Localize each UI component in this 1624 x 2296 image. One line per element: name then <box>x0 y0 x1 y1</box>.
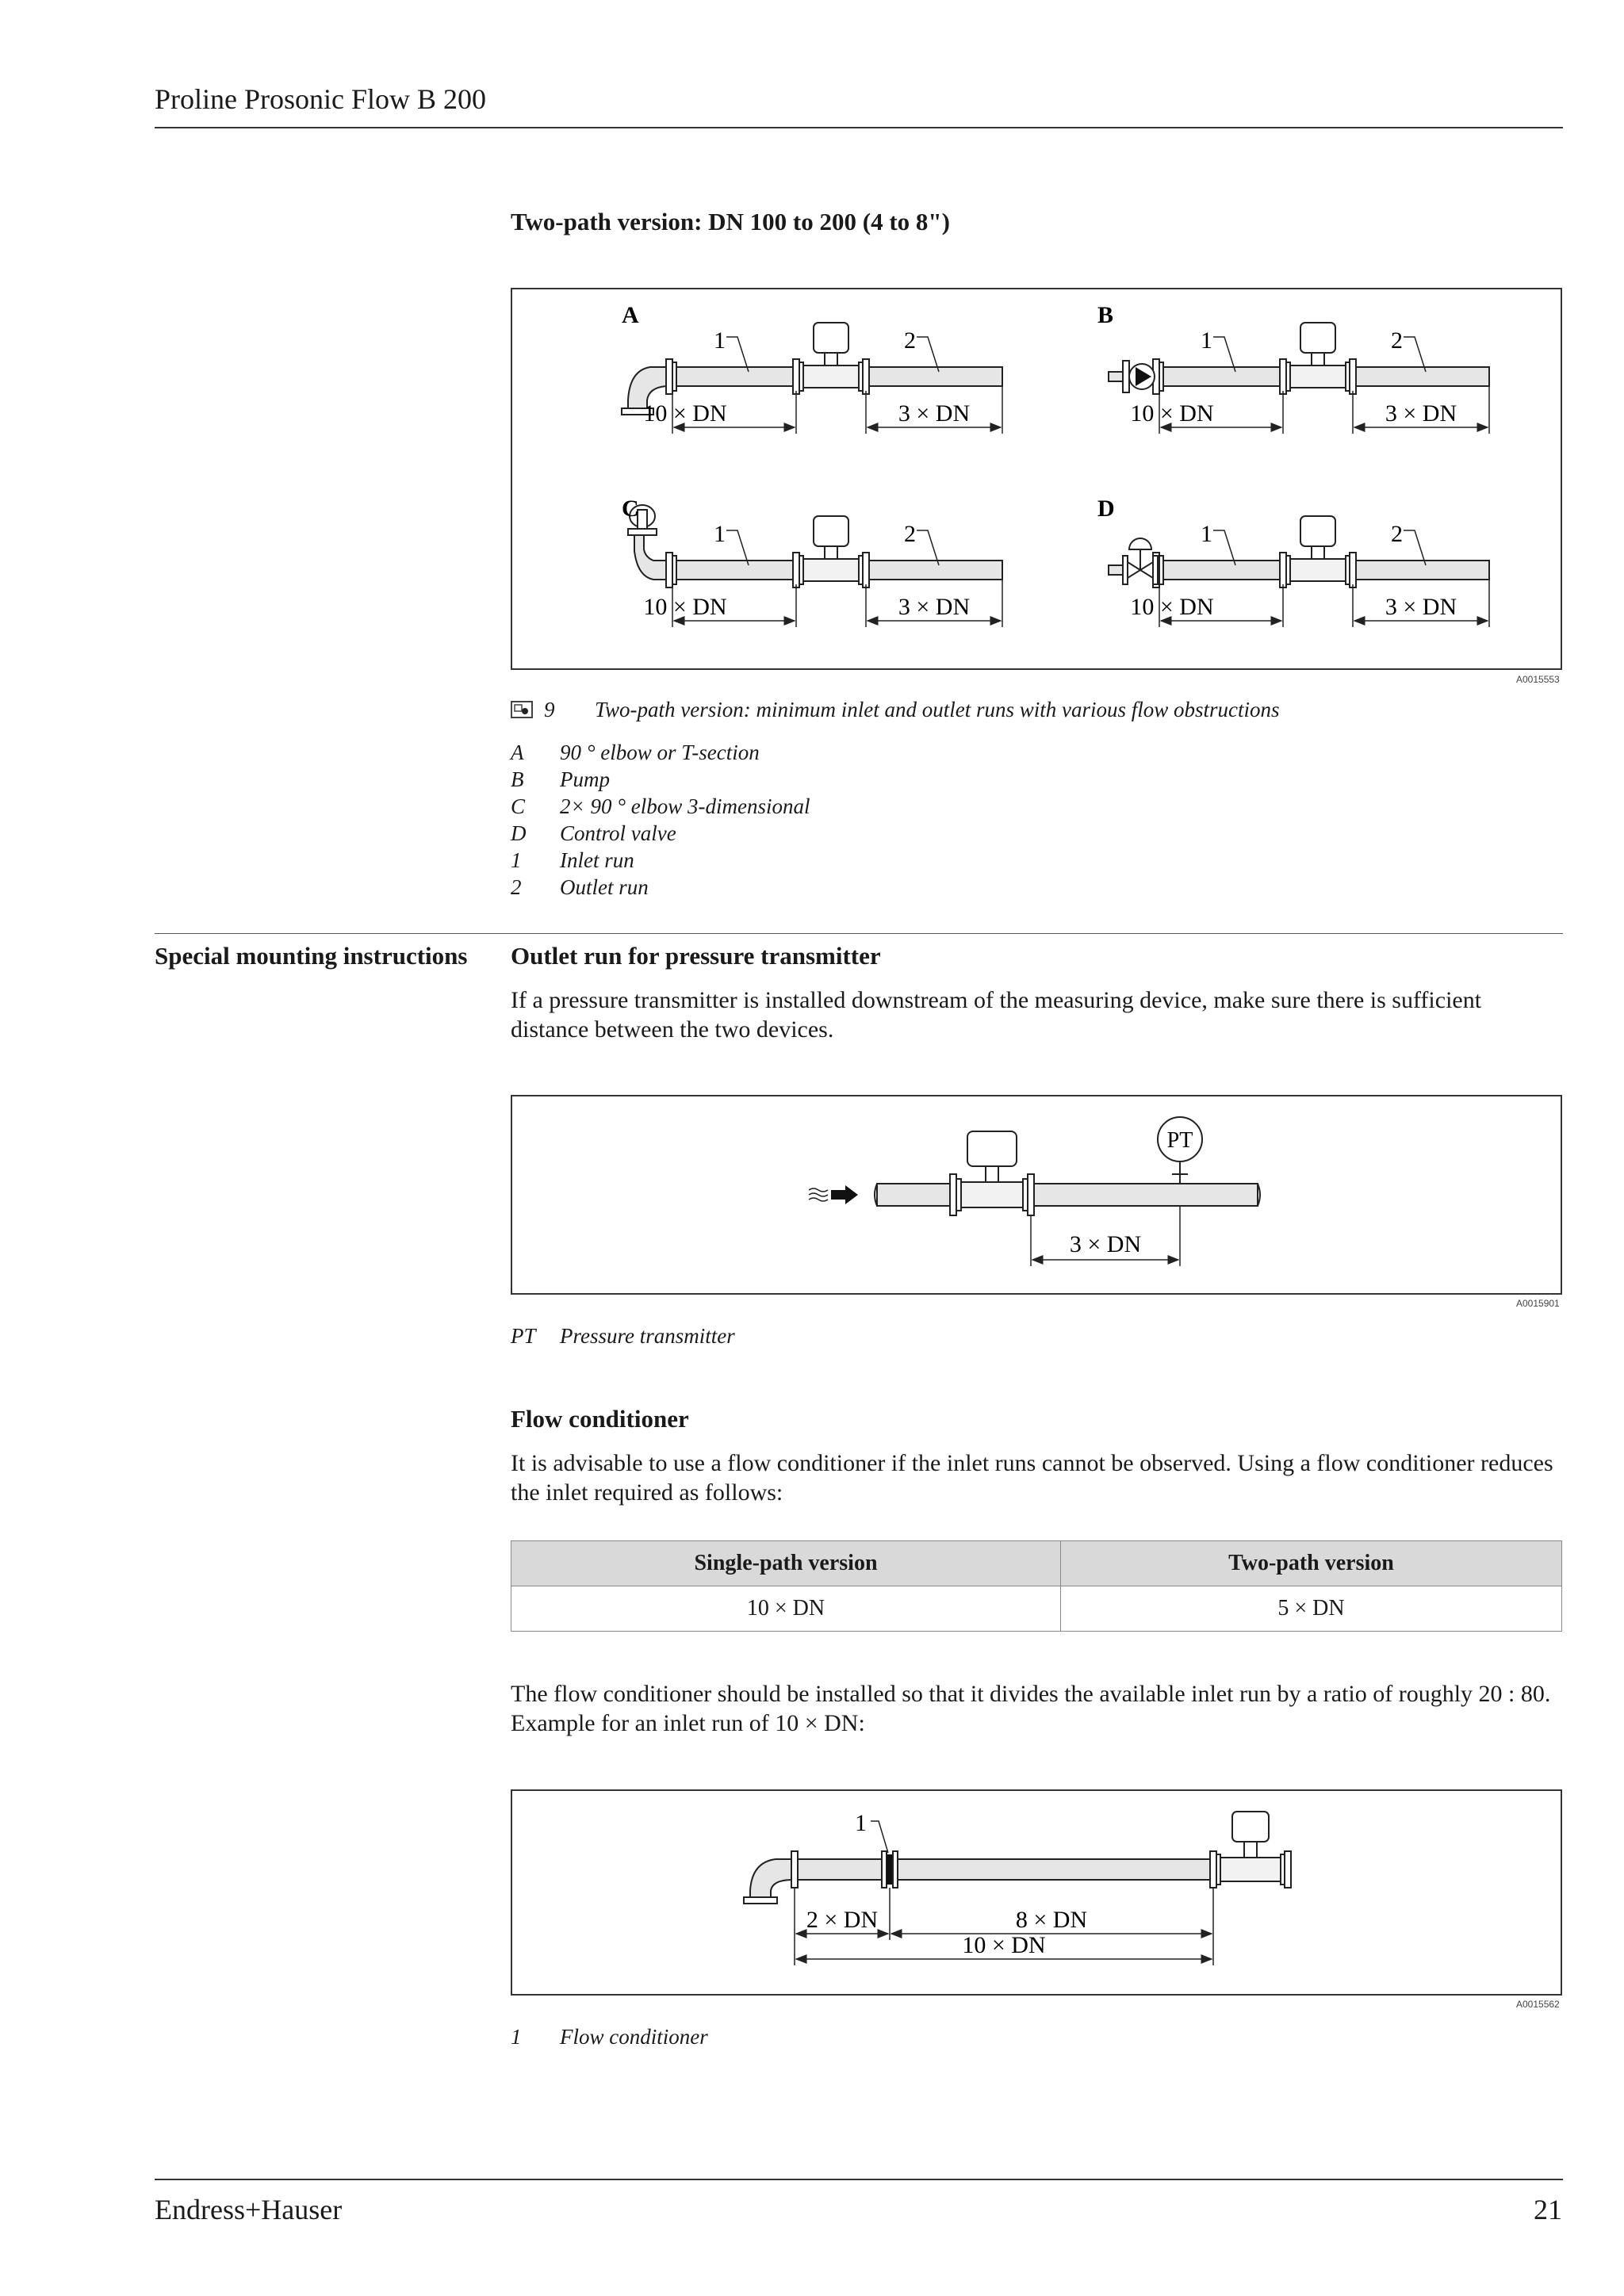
table-cell: 10 × DN <box>511 1586 1061 1632</box>
panel-c-inlet-dim: 10 × DN <box>643 594 727 620</box>
legend-item: 2 Outlet run <box>511 875 649 899</box>
pressure-transmitter-figure <box>511 1095 1562 1295</box>
figure-caption: Two-path version: minimum inlet and outlet runs with various flow obstructions <box>595 698 1280 721</box>
outlet-run-text: If a pressure transmitter is installed downstream of the measuring device, make sure there is sufficient distance between the two devices. <box>511 987 1482 1043</box>
pt-label: PT <box>1166 1128 1193 1153</box>
panel-b-outlet-dim: 3 × DN <box>1385 400 1457 427</box>
dim-10dn: 10 × DN <box>962 1932 1046 1958</box>
flow-conditioner-figure <box>511 1789 1562 1996</box>
running-header: Proline Prosonic Flow B 200 <box>155 83 487 115</box>
panel-a-letter: A <box>622 302 639 328</box>
panel-d-num-2: 2 <box>1391 521 1403 547</box>
footer-brand: Endress+Hauser <box>155 2194 343 2225</box>
legend-item: 1 Inlet run <box>511 848 634 872</box>
figure-id: A0015553 <box>1516 674 1560 685</box>
conditioner-num: 1 <box>855 1810 867 1836</box>
figure-caption-icon <box>511 701 533 718</box>
panel-b-num-2: 2 <box>1391 327 1403 354</box>
footer-rule <box>155 2179 1563 2180</box>
legend-item: A 90 ° elbow or T-section <box>511 740 760 764</box>
panel-c-outlet-dim: 3 × DN <box>898 594 971 620</box>
panel-a-num-2: 2 <box>904 327 916 354</box>
legend-item: D Control valve <box>511 821 676 845</box>
header-rule <box>155 127 1563 128</box>
panel-d-outlet-dim: 3 × DN <box>1385 594 1457 620</box>
legend-item: PT Pressure transmitter <box>511 1324 735 1348</box>
legend-item: B Pump <box>511 767 610 791</box>
panel-a-num-1: 1 <box>714 327 726 354</box>
side-heading: Special mounting instructions <box>155 942 468 970</box>
panel-d-letter: D <box>1097 496 1115 522</box>
panel-c-letter: C <box>622 496 639 522</box>
panel-c-num-1: 1 <box>714 521 726 547</box>
panel-d-num-1: 1 <box>1201 521 1212 547</box>
panel-d-inlet-dim: 10 × DN <box>1130 594 1214 620</box>
dim-2dn: 2 × DN <box>806 1907 879 1933</box>
table-cell: 5 × DN <box>1061 1586 1562 1632</box>
outlet-run-heading: Outlet run for pressure transmitter <box>511 942 881 970</box>
table-header: Two-path version <box>1061 1541 1562 1586</box>
figure-id: A0015901 <box>1516 1298 1560 1309</box>
panel-b-inlet-dim: 10 × DN <box>1130 400 1214 427</box>
panel-a-inlet-dim: 10 × DN <box>643 400 727 427</box>
legend-item: 1 Flow conditioner <box>511 2025 708 2049</box>
section-rule <box>155 933 1563 934</box>
panel-a-outlet-dim: 3 × DN <box>898 400 971 427</box>
panel-b-letter: B <box>1097 302 1114 328</box>
pt-distance: 3 × DN <box>1069 1231 1142 1257</box>
flow-conditioner-text: It is advisable to use a flow conditioner if the inlet runs cannot be observed. Using a flow conditioner reduces the inlet required as follows: <box>511 1450 1553 1506</box>
two-path-figure <box>511 288 1562 670</box>
page-number: 21 <box>1534 2194 1562 2225</box>
figure-id: A0015562 <box>1516 1999 1560 2010</box>
dim-8dn: 8 × DN <box>1015 1907 1088 1933</box>
flow-conditioner-text-2: The flow conditioner should be installed so that it divides the available inlet run by a ratio of roughly 20 : 80. Example for an inlet run of 10 × DN: <box>511 1681 1551 1736</box>
figure-number: 9 <box>544 698 555 721</box>
two-path-heading: Two-path version: DN 100 to 200 (4 to 8") <box>511 208 950 235</box>
legend-item: C 2× 90 ° elbow 3-dimensional <box>511 794 810 818</box>
flow-conditioner-heading: Flow conditioner <box>511 1405 689 1433</box>
table-header: Single-path version <box>511 1541 1061 1586</box>
panel-b-num-1: 1 <box>1201 327 1212 354</box>
inlet-table <box>511 1540 1562 1632</box>
panel-c-num-2: 2 <box>904 521 916 547</box>
